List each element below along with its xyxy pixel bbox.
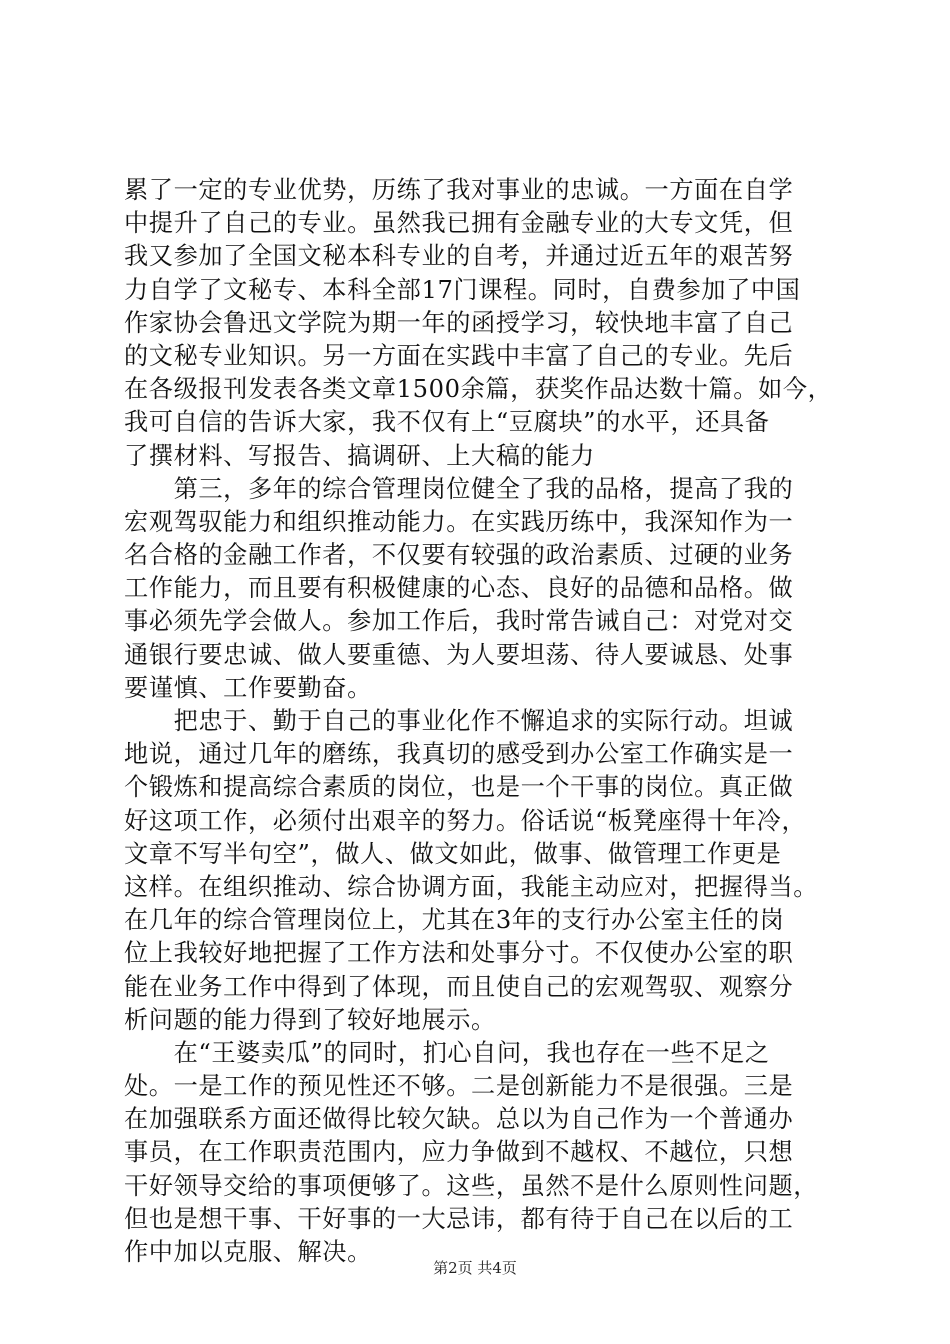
text-line: 的文秘专业知识。另一方面在实践中丰富了自己的专业。先后	[124, 341, 794, 370]
text-line: 把忠于、勤于自己的事业化作不懈追求的实际行动。坦诚	[124, 707, 794, 735]
document-body	[124, 174, 834, 1269]
text-line: 在几年的综合管理岗位上，尤其在3年的支行办公室主任的岗	[124, 906, 785, 935]
text-line: 宏观驾驭能力和组织推动能力。在实践历练中，我深知作为一	[124, 507, 794, 536]
text-line: 我可自信的告诉大家，我不仅有上“豆腐块”的水平，还具备	[124, 408, 770, 437]
page-footer: 第2页 共4页	[433, 1259, 517, 1277]
text-line: 这样。在组织推动、综合协调方面，我能主动应对，把握得当。	[124, 872, 819, 901]
text-line: 好这项工作，必须付出艰辛的努力。俗话说“板凳座得十年冷，	[124, 806, 807, 835]
text-line: 力自学了文秘专、本科全部17门课程。同时，自费参加了中国	[124, 275, 801, 304]
text-line: 在加强联系方面还做得比较欠缺。总以为自己作为一个普通办	[124, 1105, 794, 1134]
text-line: 能在业务工作中得到了体现，而且使自己的宏观驾驭、观察分	[124, 972, 794, 1001]
text-line: 累了一定的专业优势，历练了我对事业的忠诚。一方面在自学	[124, 176, 794, 204]
text-line: 我又参加了全国文秘本科专业的自考，并通过近五年的艰苦努	[124, 242, 794, 271]
text-line: 位上我较好地把握了工作方法和处事分寸。不仅使办公室的职	[124, 939, 794, 968]
text-line: 在各级报刊发表各类文章1500余篇，获奖作品达数十篇。如今，	[124, 375, 833, 404]
text-line: 作中加以克服、解决。	[124, 1238, 372, 1266]
text-line: 干好领导交给的事项便够了。这些，虽然不是什么原则性问题，	[124, 1171, 819, 1200]
text-line: 作家协会鲁迅文学院为期一年的函授学习，较快地丰富了自己	[124, 308, 794, 337]
text-line: 事必须先学会做人。参加工作后，我时常告诫自己：对党对交	[124, 607, 794, 636]
text-line: 了撰材料、写报告、搞调研、上大稿的能力	[124, 441, 595, 470]
text-line: 析问题的能力得到了较好地展示。	[124, 1005, 496, 1034]
text-line: 个锻炼和提高综合素质的岗位，也是一个干事的岗位。真正做	[124, 773, 794, 802]
text-line: 在“王婆卖瓜”的同时，扪心自问，我也存在一些不足之	[124, 1038, 770, 1067]
text-line: 名合格的金融工作者，不仅要有较强的政治素质、过硬的业务	[124, 541, 794, 570]
text-line: 事员，在工作职责范围内，应力争做到不越权、不越位，只想	[124, 1138, 794, 1167]
text-line: 第三，多年的综合管理岗位健全了我的品格，提高了我的	[124, 474, 794, 503]
text-line: 工作能力，而且要有积极健康的心态、良好的品德和品格。做	[124, 574, 794, 603]
text-line: 文章不写半句空”，做人、做文如此，做事、做管理工作更是	[124, 839, 782, 868]
text-line: 地说，通过几年的磨练，我真切的感受到办公室工作确实是一	[124, 740, 794, 769]
text-line: 要谨慎、工作要勤奋。	[124, 673, 372, 702]
text-line: 处。一是工作的预见性还不够。二是创新能力不是很强。三是	[124, 1072, 794, 1101]
text-line: 中提升了自己的专业。虽然我已拥有金融专业的大专文凭，但	[124, 209, 794, 238]
text-line: 但也是想干事、干好事的一大忌讳，都有待于自己在以后的工	[124, 1204, 794, 1233]
text-line: 通银行要忠诚、做人要重德、为人要坦荡、待人要诚恳、处事	[124, 640, 794, 669]
